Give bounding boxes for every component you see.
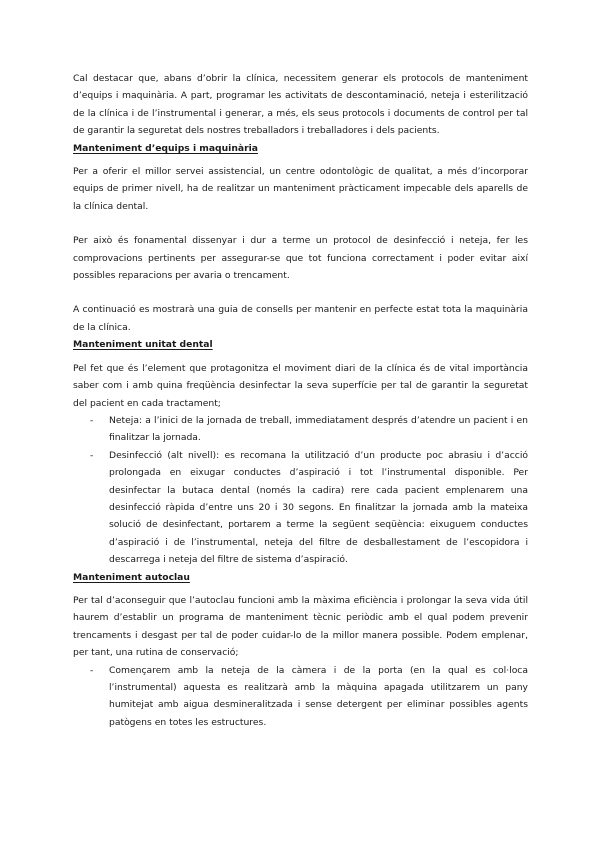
bullet-dash: -: [90, 664, 94, 676]
bullet-dash: -: [90, 449, 94, 461]
paragraph-guide-intro: A continuació es mostrarà una guia de consells per mantenir en perfecte estat tota la maquinària de la clínica.: [73, 304, 528, 333]
list-item-text: Neteja: a l’inici de la jornada de treball, immediatament després d’atendre un pacient i en finalitzar la jornada.: [109, 414, 528, 444]
section-heading-autoclave: Manteniment autoclau: [73, 571, 190, 583]
list-item-text: Començarem amb la neteja de la càmera i de la porta (en la qual es col·loca l’instrumental) aquesta es realitzarà amb la màquina apagada utilitzarem un pany humitejat amb aigua desmineralitzada i sense detergent per eliminar possibles agents patògens en totes les estructures.: [109, 664, 528, 728]
paragraph-dental-unit: Pel fet que és l’element que protagonitza el moviment diari de la clínica és de vital importància saber com i amb quina freqüència desinfectar la seva superfície per tal de garantir la seguretat del pacient en cada tractament;: [73, 362, 528, 409]
dental-unit-bullet-list: [73, 412, 528, 569]
intro-paragraph: Cal destacar que, abans d’obrir la clínica, necessitem generar els protocols de manteniment d’equips i maquinària. A part, programar les activitats de descontaminació, neteja i esterilització de la clínica i de l’instrumental i generar, a més, els seus protocols i documents de control per tal de garantir la seguretat dels nostres treballadors i treballadores i dels pacients.: [73, 73, 528, 137]
autoclave-bullet-list: [73, 662, 528, 732]
section-heading-equipment-maintenance: Manteniment d’equips i maquinària: [73, 142, 258, 154]
list-item-text: Desinfecció (alt nivell): es recomana la utilització d’un producte poc abrasiu i d’acció prolongada en eixugar conductes d’aspiració i tot l’instrumental disponible. Per desinfectar la butaca dental (només la cadira) rere cada pacient emplenarem una desinfecció ràpida d’entre uns 20 i 30 segons. En finalitzar la jornada amb la mateixa solució de desinfectant, portarem a terme la següent seqüència: eixuguem conductes d’aspiració i de l’instrumental, neteja del filtre de desballestament de l’escopidora i descarrega i neteja del filtre de sistema d’aspiració.: [109, 449, 528, 566]
list-item: [73, 412, 528, 447]
section-heading-dental-unit: Manteniment unitat dental: [73, 339, 213, 351]
bullet-dash: -: [90, 414, 94, 426]
paragraph-autoclave: Per tal d’aconseguir que l’autoclau funcioni amb la màxima eficiència i prolongar la seva vida útil haurem d’establir un programa de manteniment tècnic periòdic amb el qual podem prevenir trencaments i desgast per tal de poder cuidar-lo de la millor manera possible. Podem emplenar, per tant, una rutina de conservació;: [73, 594, 528, 659]
paragraph-quality-service: Per a oferir el millor servei assistencial, un centre odontològic de qualitat, a més d’incorporar equips de primer nivell, ha de realitzar un manteniment pràcticament impecable dels aparells de la clínica dental.: [73, 166, 528, 212]
list-item: [73, 662, 528, 732]
list-item: [73, 447, 528, 569]
paragraph-disinfection-protocol: Per això és fonamental dissenyar i dur a terme un protocol de desinfecció i neteja, fer les comprovacions pertinents per assegurar-se que tot funciona correctament i poder evitar així possibles reparacions per avaria o trencament.: [73, 235, 528, 282]
